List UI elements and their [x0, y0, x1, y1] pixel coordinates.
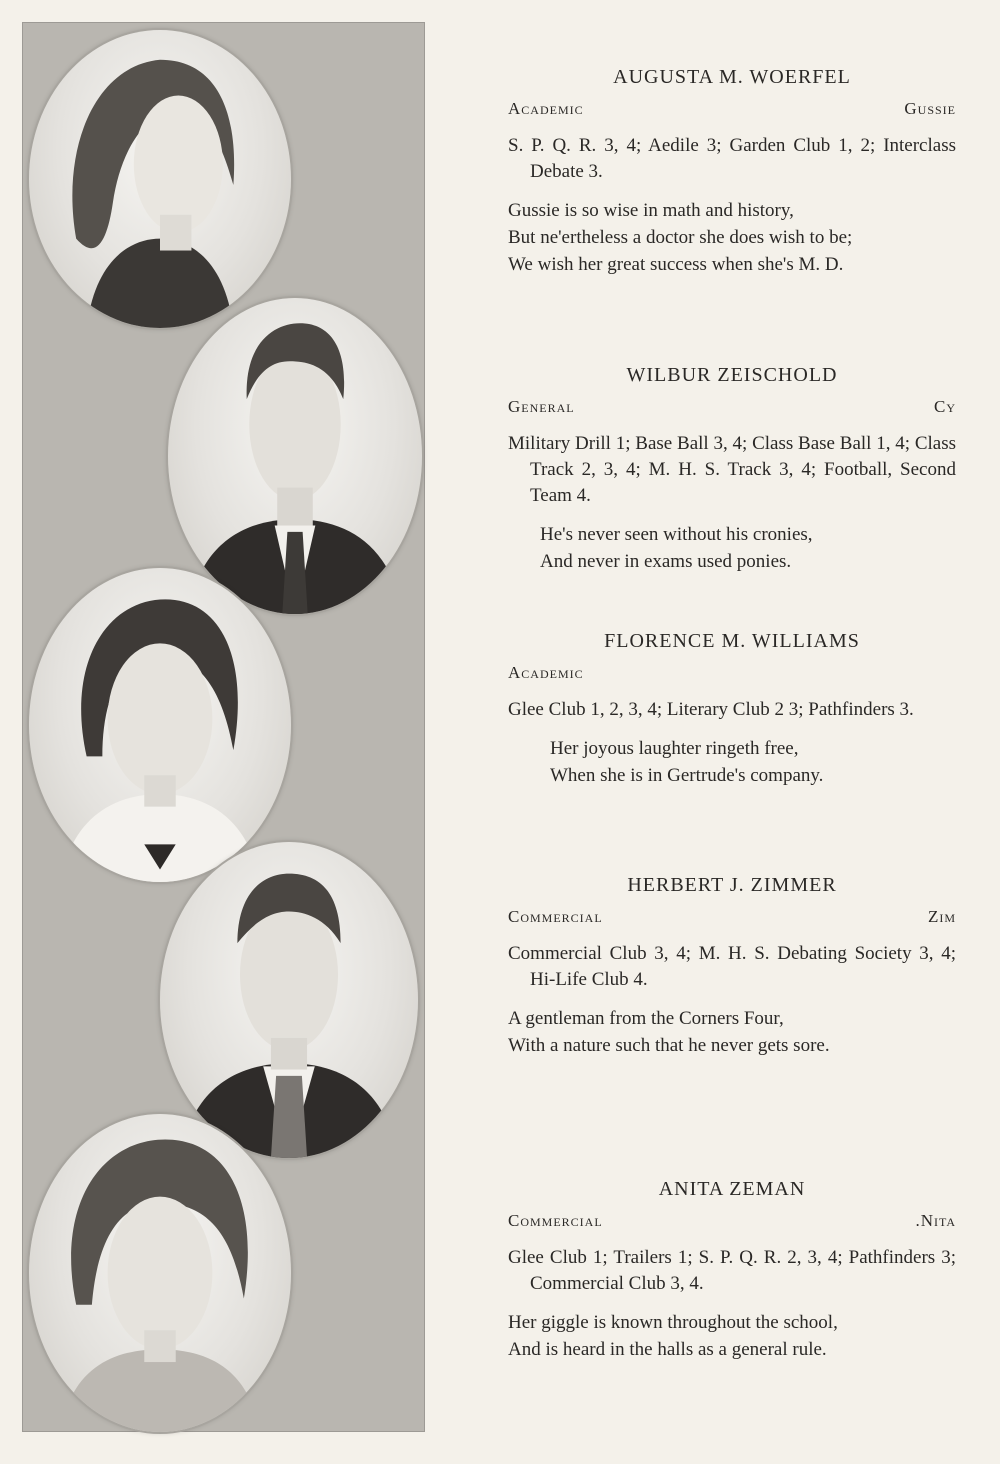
- portrait-augusta-woerfel: [29, 30, 291, 328]
- verse-line: We wish her great success when she's M. D.: [508, 254, 844, 275]
- nickname: Gussie: [904, 99, 956, 118]
- student-name: HERBERT J. ZIMMER: [627, 874, 837, 896]
- activities: S. P. Q. R. 3, 4; Aedile 3; Garden Club 1, 2; Interclass Debate 3.: [508, 135, 956, 182]
- verse-line: But ne'ertheless a doctor she does wish to be;: [508, 227, 853, 248]
- verse-line: With a nature such that he never gets sore.: [508, 1035, 830, 1056]
- verse-line: When she is in Gertrude's company.: [550, 765, 824, 786]
- senior-entry: [508, 364, 956, 575]
- verse-line: A gentleman from the Corners Four,: [508, 1008, 784, 1029]
- course: Academic: [508, 663, 584, 682]
- verse-line: He's never seen without his cronies,: [540, 524, 813, 545]
- student-name: ANITA ZEMAN: [658, 1178, 806, 1200]
- activities: Military Drill 1; Base Ball 3, 4; Class Base Ball 1, 4; Class Track 2, 3, 4; M. H. S. Track 3, 4; Football, Second Team 4.: [508, 433, 956, 506]
- student-name: FLORENCE M. WILLIAMS: [604, 630, 860, 652]
- portrait-anita-zeman: [29, 1114, 291, 1432]
- verse-line: Gussie is so wise in math and history,: [508, 200, 794, 221]
- verse-line: And never in exams used ponies.: [540, 551, 792, 572]
- course: Commercial: [508, 1211, 603, 1230]
- senior-entry: [508, 630, 956, 789]
- verse-line: Her joyous laughter ringeth free,: [550, 738, 799, 759]
- portrait-panel: [22, 22, 425, 1432]
- senior-entry: [508, 66, 956, 278]
- verse: [508, 1309, 956, 1363]
- senior-entry: [508, 1178, 956, 1363]
- activities: Glee Club 1, 2, 3, 4; Literary Club 2 3; Pathfinders 3.: [508, 699, 914, 720]
- nickname: Zim: [927, 907, 956, 926]
- course: General: [508, 397, 575, 416]
- portrait-florence-williams: [29, 568, 291, 882]
- verse-line: And is heard in the halls as a general rule.: [508, 1339, 827, 1360]
- student-name: WILBUR ZEISCHOLD: [626, 364, 838, 386]
- senior-entry: [508, 874, 956, 1059]
- verse: [508, 521, 956, 575]
- portrait-herbert-zimmer: [160, 842, 418, 1158]
- portrait-wilbur-zeischold: [168, 298, 422, 614]
- nickname: Cy: [933, 397, 956, 416]
- verse: [508, 197, 956, 278]
- nickname: .Nita: [915, 1211, 956, 1230]
- verse: [508, 1005, 956, 1059]
- student-name: AUGUSTA M. WOERFEL: [613, 66, 851, 88]
- activities: Glee Club 1; Trailers 1; S. P. Q. R. 2, 3, 4; Pathfinders 3; Commercial Club 3, 4.: [508, 1247, 956, 1294]
- verse-line: Her giggle is known throughout the school,: [508, 1312, 838, 1333]
- activities: Commercial Club 3, 4; M. H. S. Debating Society 3, 4; Hi-Life Club 4.: [508, 943, 956, 990]
- course: Commercial: [508, 907, 603, 926]
- course: Academic: [508, 99, 584, 118]
- verse: [508, 735, 956, 789]
